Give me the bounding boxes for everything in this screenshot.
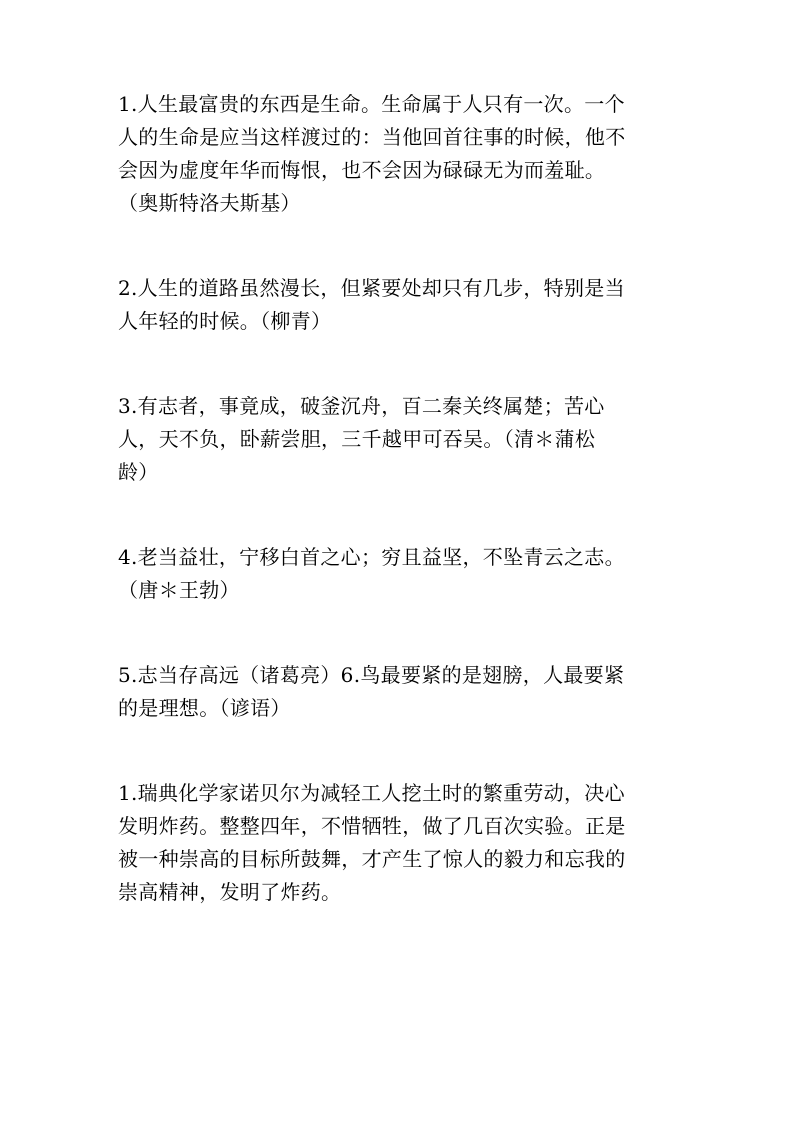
quote-paragraph-3 — [118, 390, 678, 489]
quote-paragraph-2 — [118, 272, 678, 338]
text-line: 2.人生的道路虽然漫长，但紧要处却只有几步，特别是当 — [118, 276, 625, 300]
text-line: （唐＊王勃） — [118, 578, 240, 602]
paragraph-spacer — [118, 220, 678, 272]
text-line: 人年轻的时候。（柳青） — [118, 309, 332, 333]
text-line: 会因为虚度年华而悔恨，也不会因为碌碌无为而羞耻。 — [118, 158, 606, 182]
paragraph-spacer — [118, 607, 678, 659]
text-line: （奥斯特洛夫斯基） — [118, 191, 301, 215]
text-line: 5.志当存高远（诸葛亮）6.鸟最要紧的是翅膀，人最要紧 — [118, 663, 625, 687]
text-line: 被一种崇高的目标所鼓舞，才产生了惊人的毅力和忘我的 — [118, 847, 626, 871]
text-line: 1.瑞典化学家诺贝尔为减轻工人挖土时的繁重劳动，决心 — [118, 781, 625, 805]
quote-paragraph-5 — [118, 659, 678, 725]
text-line: 崇高精神，发明了炸药。 — [118, 880, 342, 904]
paragraph-spacer — [118, 489, 678, 541]
paragraph-spacer — [118, 338, 678, 390]
text-line: 龄） — [118, 460, 159, 484]
quote-paragraph-4 — [118, 541, 678, 607]
text-line: 发明炸药。整整四年，不惜牺牲，做了几百次实验。正是 — [118, 814, 626, 838]
text-line: 人的生命是应当这样渡过的：当他回首往事的时候，他不 — [118, 125, 626, 149]
example-paragraph-1 — [118, 777, 678, 909]
text-line: 3.有志者，事竟成，破釜沉舟，百二秦关终属楚；苦心 — [118, 394, 605, 418]
paragraph-spacer — [118, 725, 678, 777]
text-line: 人，天不负，卧薪尝胆，三千越甲可吞吴。（清＊蒲松 — [118, 427, 596, 451]
quote-paragraph-1 — [118, 88, 678, 220]
text-line: 1.人生最富贵的东西是生命。生命属于人只有一次。一个 — [118, 92, 625, 116]
document-body — [118, 88, 678, 909]
text-line: 4.老当益壮，宁移白首之心；穷且益坚，不坠青云之志。 — [118, 545, 625, 569]
text-line: 的是理想。（谚语） — [118, 696, 291, 720]
